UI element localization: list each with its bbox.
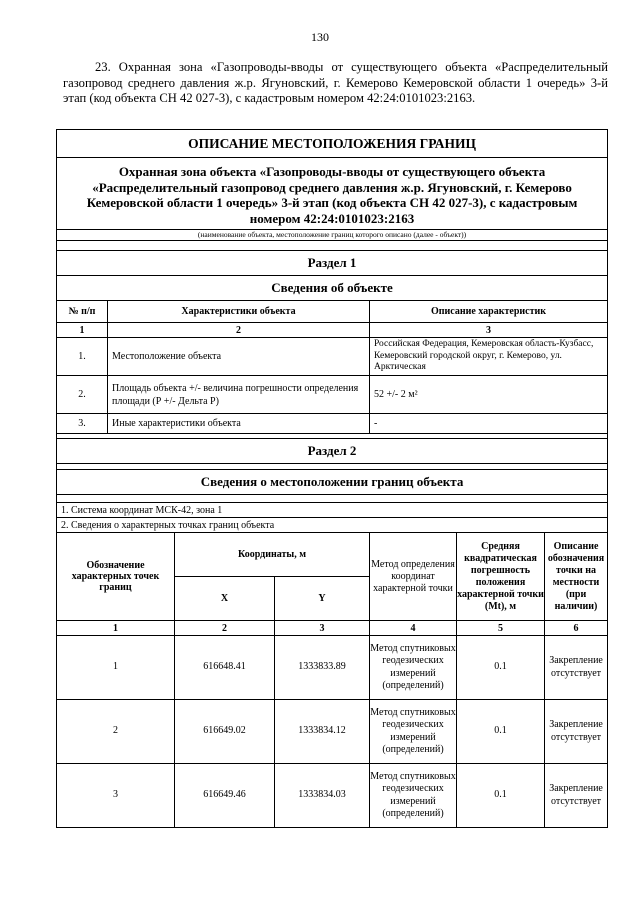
point-mt: 0.1 xyxy=(457,700,545,764)
intro-number: 23. xyxy=(95,60,111,74)
point-id: 3 xyxy=(57,764,175,828)
spacer-row xyxy=(57,241,608,251)
row-characteristic: Местоположение объекта xyxy=(108,338,370,376)
table-row xyxy=(57,700,608,764)
col-number: 3 xyxy=(275,621,370,636)
points-caption: 2. Сведения о характерных точках границ объекта xyxy=(57,518,608,533)
section2-subtitle: Сведения о местоположении границ объекта xyxy=(57,470,608,495)
row-characteristic: Иные характеристики объекта xyxy=(108,414,370,434)
point-description: Закрепление отсутствует xyxy=(545,764,608,828)
header-x: X xyxy=(175,577,275,621)
table-row xyxy=(57,764,608,828)
section1-title: Раздел 1 xyxy=(57,251,608,276)
col-number: 1 xyxy=(57,323,108,338)
object-caption: (наименование объекта, местоположение границ которого описано (далее - объект)) xyxy=(57,230,608,241)
col-number: 1 xyxy=(57,621,175,636)
row-num: 2. xyxy=(57,376,108,414)
table-row xyxy=(57,338,608,376)
row-description: 52 +/- 2 м² xyxy=(370,376,608,414)
header-characteristic: Характеристики объекта xyxy=(108,301,370,323)
table-row xyxy=(57,376,608,414)
col-number: 4 xyxy=(370,621,457,636)
row-description: - xyxy=(370,414,608,434)
point-y: 1333834.12 xyxy=(275,700,370,764)
point-x: 616649.02 xyxy=(175,700,275,764)
header-description: Описание характеристик xyxy=(370,301,608,323)
boundary-description-document xyxy=(56,129,608,828)
point-method: Метод спутниковых геодезических измерений (определений) xyxy=(370,764,457,828)
point-mt: 0.1 xyxy=(457,764,545,828)
section1-subtitle: Сведения об объекте xyxy=(57,276,608,301)
point-method: Метод спутниковых геодезических измерений (определений) xyxy=(370,636,457,700)
point-y: 1333833.89 xyxy=(275,636,370,700)
point-id: 2 xyxy=(57,700,175,764)
header-coordinates: Координаты, м xyxy=(175,533,370,577)
row-characteristic: Площадь объекта +/- величина погрешности определения площади (Р +/- Дельта Р) xyxy=(108,376,370,414)
header-point: Обозначение характерных точек границ xyxy=(57,533,175,621)
point-x: 616648.41 xyxy=(175,636,275,700)
document-title: ОПИСАНИЕ МЕСТОПОЛОЖЕНИЯ ГРАНИЦ xyxy=(57,130,608,158)
point-x: 616649.46 xyxy=(175,764,275,828)
col-number: 6 xyxy=(545,621,608,636)
col-number: 2 xyxy=(175,621,275,636)
spacer-row xyxy=(57,495,608,503)
row-num: 1. xyxy=(57,338,108,376)
point-description: Закрепление отсутствует xyxy=(545,700,608,764)
point-mt: 0.1 xyxy=(457,636,545,700)
section2-title: Раздел 2 xyxy=(57,439,608,464)
col-number: 2 xyxy=(108,323,370,338)
intro-text: Охранная зона «Газопроводы-вводы от существующего объекта «Распределительный газопровод среднего давления ж.р. Ягуновский, г. Кемерово Кемеровской области 1 очередь» 3-й этап (код объекта СН 42 027-3), с кадастровым номером 42:24:0101023:2163. xyxy=(63,60,608,105)
object-name: Охранная зона объекта «Газопроводы-вводы от существующего объекта «Распределительный газопровод среднего давления ж.р. Ягуновский, г. Кемерово Кемеровской области 1 очередь» 3-й этап (код объекта СН 42 027-3), с кадастровым номером 42:24:0101023:2163 xyxy=(57,158,608,230)
point-y: 1333834.03 xyxy=(275,764,370,828)
coordinate-system: 1. Система координат МСК-42, зона 1 xyxy=(57,503,608,518)
header-num: № п/п xyxy=(57,301,108,323)
point-method: Метод спутниковых геодезических измерений (определений) xyxy=(370,700,457,764)
header-point-description: Описание обозначения точки на местности (при наличии) xyxy=(545,533,608,621)
page-number: 130 xyxy=(311,30,329,44)
row-num: 3. xyxy=(57,414,108,434)
point-description: Закрепление отсутствует xyxy=(545,636,608,700)
header-accuracy: Средняя квадратическая погрешность положения характерной точки (Mt), м xyxy=(457,533,545,621)
point-id: 1 xyxy=(57,636,175,700)
row-description: Российская Федерация, Кемеровская область-Кузбасс, Кемеровский городской округ, г. Кемерово, ул. Арктическая xyxy=(370,338,608,376)
header-method: Метод определения координат характерной точки xyxy=(370,533,457,621)
col-number: 3 xyxy=(370,323,608,338)
table-row xyxy=(57,636,608,700)
col-number: 5 xyxy=(457,621,545,636)
intro-paragraph xyxy=(63,60,608,107)
header-y: Y xyxy=(275,577,370,621)
table-row xyxy=(57,414,608,434)
